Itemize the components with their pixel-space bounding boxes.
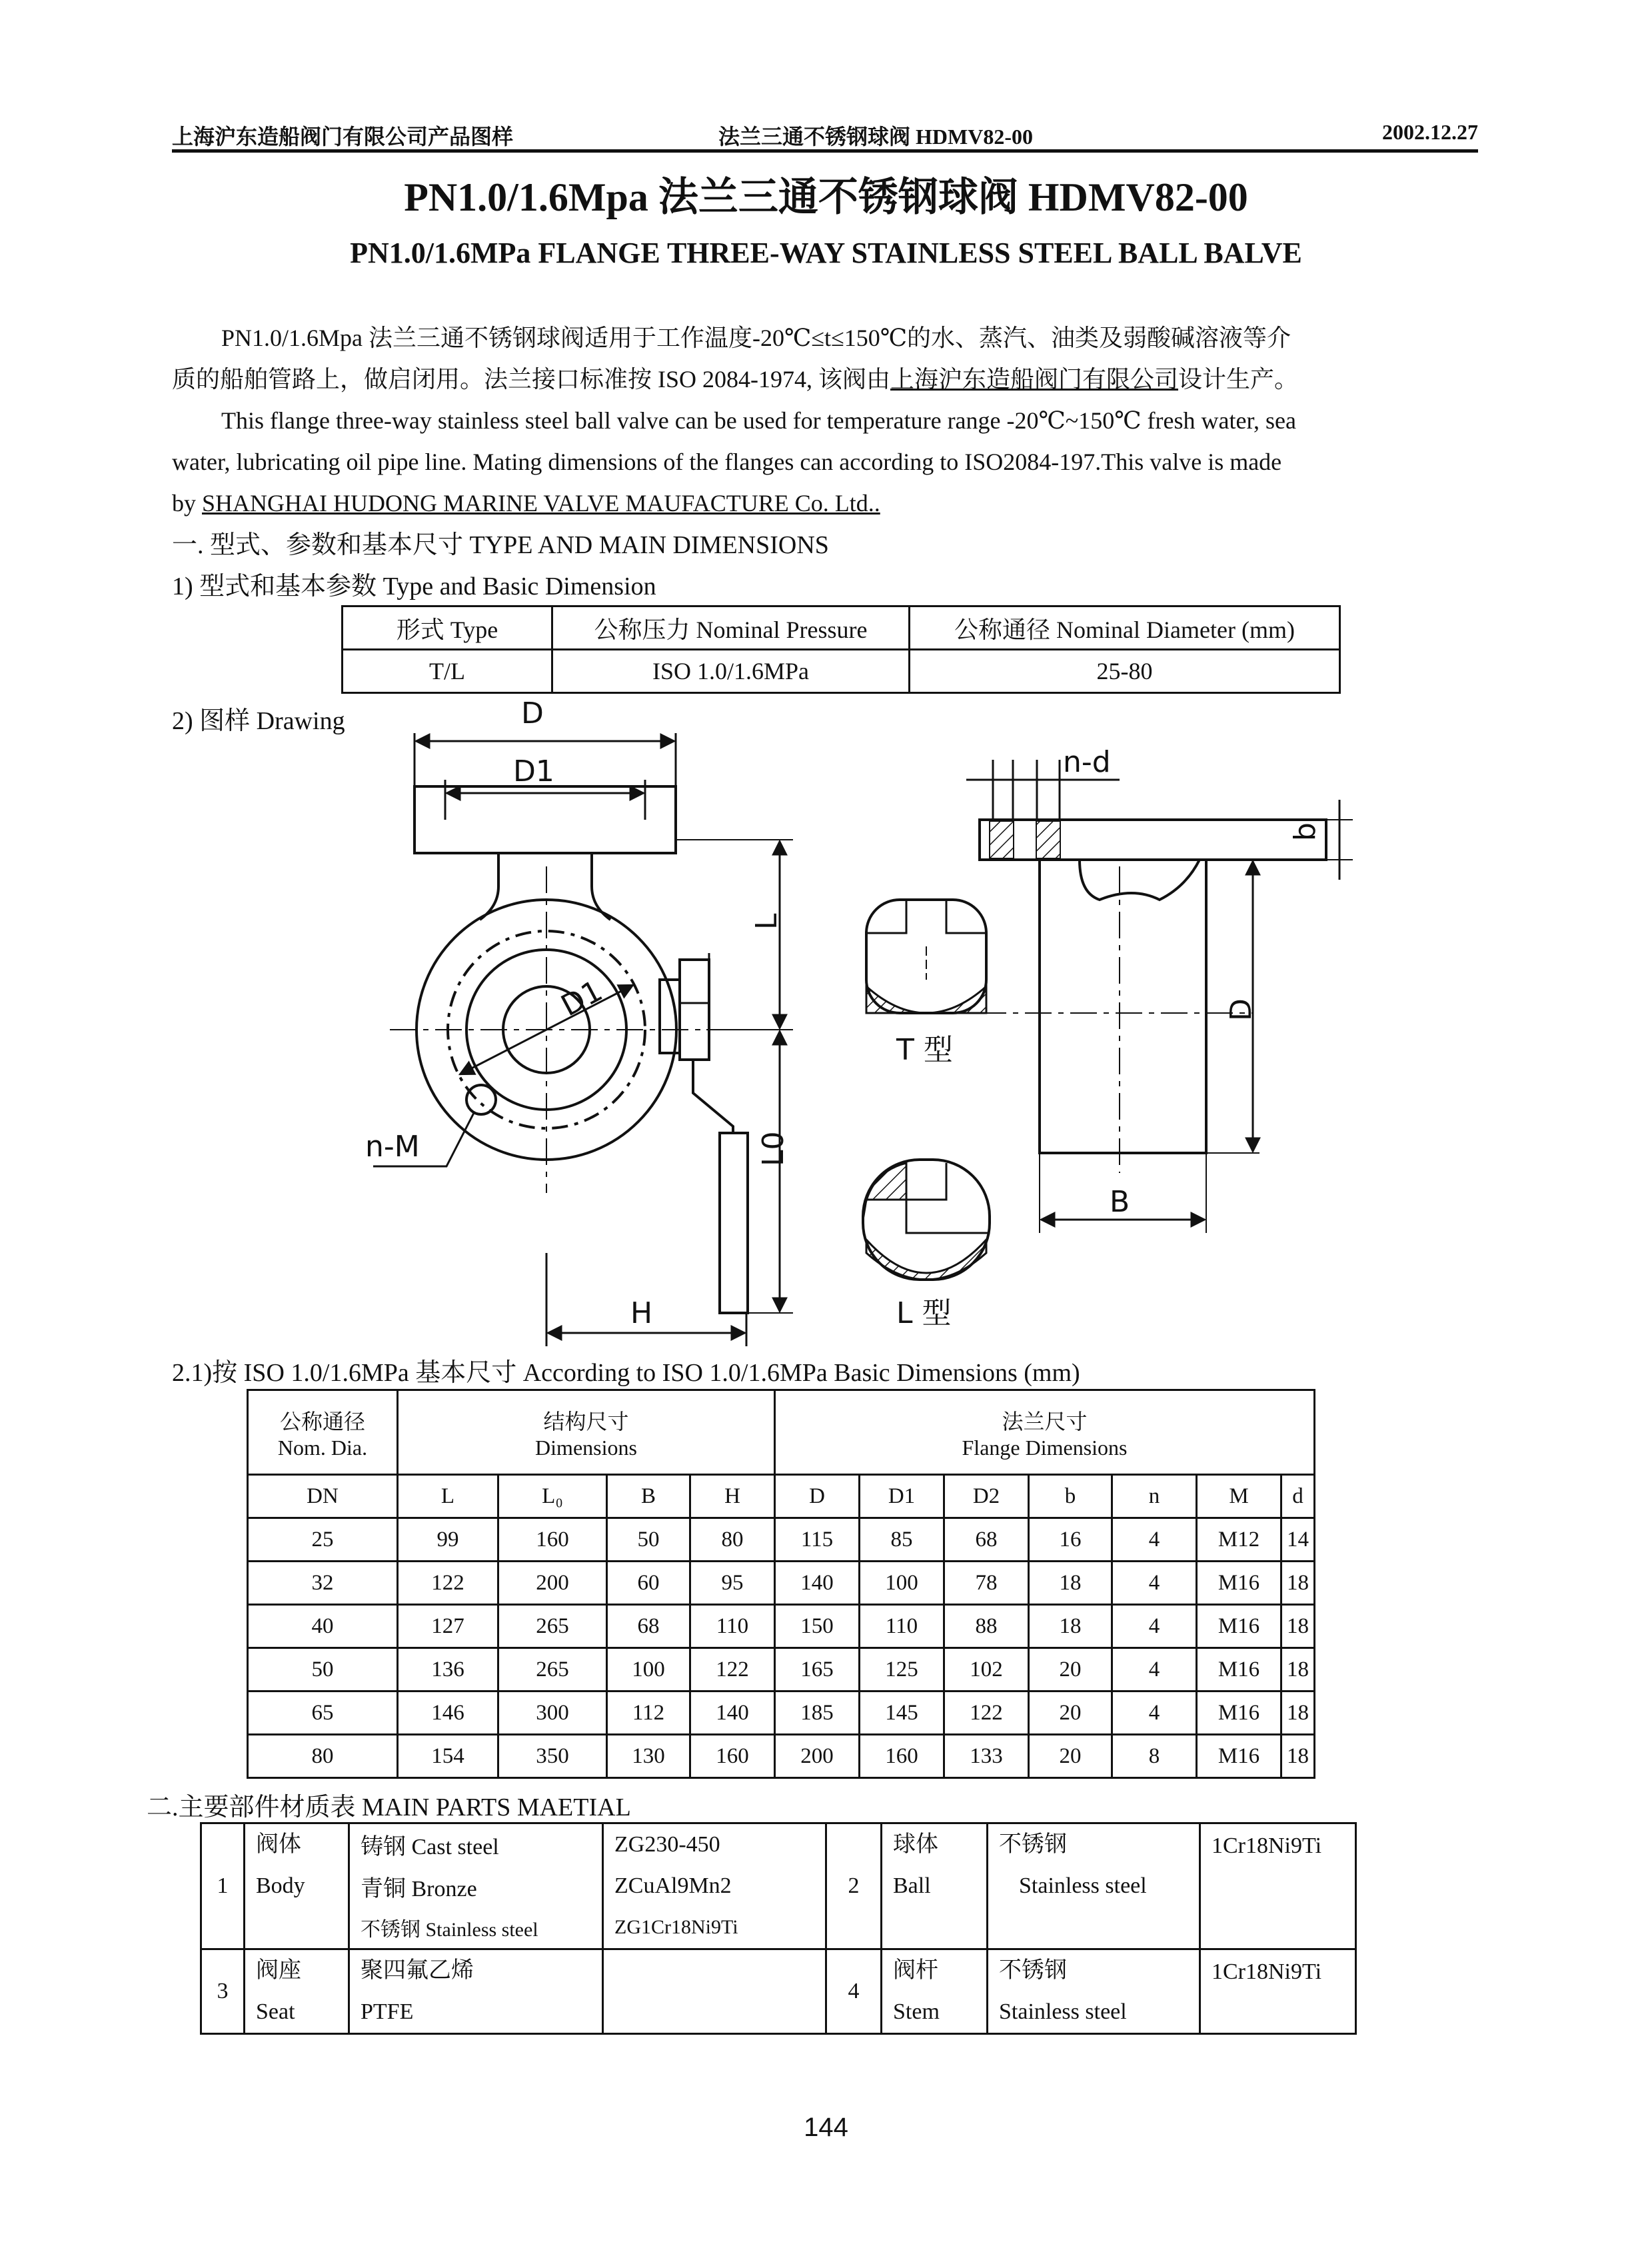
intro-en-company: SHANGHAI HUDONG MARINE VALVE MAUFACTURE Co. Ltd.. bbox=[202, 490, 880, 517]
table-cell: 136 bbox=[398, 1648, 498, 1691]
label-nM: n-M bbox=[365, 1130, 420, 1164]
table-cell: 4 bbox=[1112, 1562, 1197, 1605]
part4-name bbox=[882, 1949, 988, 2034]
table-cell: 20 bbox=[1029, 1691, 1112, 1735]
table-cell: 50 bbox=[607, 1518, 690, 1562]
table-cell: 300 bbox=[498, 1691, 607, 1735]
table-row bbox=[248, 1691, 1315, 1735]
table-cell: 112 bbox=[607, 1691, 690, 1735]
part1-no: 1 bbox=[201, 1823, 245, 1949]
label-B: B bbox=[1110, 1185, 1130, 1219]
flange-zh: 法兰尺寸 bbox=[1002, 1409, 1088, 1434]
struct-en: Dimensions bbox=[535, 1435, 637, 1460]
header-company: 上海沪东造船阀门有限公司产品图样 bbox=[172, 125, 514, 149]
header-date: 2002.12.27 bbox=[1382, 120, 1478, 144]
intro-zh-line2-text: 质的船舶管路上，做启闭用。法兰接口标准按 ISO 2084-1974, 该阀由 bbox=[172, 366, 890, 393]
label-L0: L0 bbox=[756, 1131, 790, 1166]
mat-row-2 bbox=[201, 1949, 1356, 2034]
dimensions-body bbox=[248, 1518, 1315, 1778]
label-D: D bbox=[521, 696, 544, 730]
side-body bbox=[1040, 860, 1206, 1153]
label-D-side: D bbox=[1224, 998, 1258, 1021]
label-T-type: T 型 bbox=[896, 1033, 953, 1067]
table-row bbox=[248, 1648, 1315, 1691]
part3-en: Seat bbox=[256, 1999, 295, 2024]
label-H: H bbox=[630, 1296, 653, 1330]
type-value: T/L bbox=[343, 650, 552, 693]
intro-en-line1: This flange three-way stainless steel ball valve can be used for temperature range -20℃~150℃ fresh water, sea bbox=[221, 407, 1296, 434]
table-cell: 100 bbox=[607, 1648, 690, 1691]
table-cell: 99 bbox=[398, 1518, 498, 1562]
type-header-pressure: 公称压力 Nominal Pressure bbox=[552, 606, 910, 650]
table-cell: 16 bbox=[1029, 1518, 1112, 1562]
dim-column-header bbox=[248, 1475, 1315, 1518]
table-cell: 265 bbox=[498, 1605, 607, 1648]
table-cell: 14 bbox=[1281, 1518, 1315, 1562]
part1-code2: ZCuAl9Mn2 bbox=[603, 1865, 826, 1907]
part4-no: 4 bbox=[826, 1949, 882, 2034]
materials-table bbox=[200, 1822, 1357, 2035]
table-cell: 95 bbox=[690, 1562, 775, 1605]
col-D1: D1 bbox=[860, 1475, 944, 1518]
table-cell: 68 bbox=[607, 1605, 690, 1648]
part1-mat1: 铸钢 Cast steel bbox=[349, 1823, 603, 1865]
part2-mat-en: Stainless steel bbox=[1019, 1873, 1147, 1898]
title-english: PN1.0/1.6MPa FLANGE THREE-WAY STAINLESS STEEL BALL BALVE bbox=[350, 237, 1302, 269]
intro-zh-company: 上海沪东造船阀门有限公司 bbox=[890, 366, 1179, 393]
table-cell: 100 bbox=[860, 1562, 944, 1605]
table-cell: 350 bbox=[498, 1735, 607, 1778]
table-cell: 200 bbox=[775, 1735, 860, 1778]
nom-dia-en: Nom. Dia. bbox=[277, 1435, 368, 1460]
part4-en: Stem bbox=[893, 1999, 940, 2024]
table-cell: 8 bbox=[1112, 1735, 1197, 1778]
part2-mat-zh: 不锈钢 bbox=[999, 1832, 1067, 1857]
pressure-value: ISO 1.0/1.6MPa bbox=[552, 650, 910, 693]
dimensions-table bbox=[247, 1389, 1315, 1779]
table-cell: 146 bbox=[398, 1691, 498, 1735]
col-L: L bbox=[398, 1475, 498, 1518]
table-cell: 160 bbox=[860, 1735, 944, 1778]
table-cell: 133 bbox=[944, 1735, 1029, 1778]
part2-name bbox=[882, 1823, 988, 1949]
table-cell: 145 bbox=[860, 1691, 944, 1735]
materials-heading: 二.主要部件材质表 MAIN PARTS MAETIAL bbox=[147, 1793, 631, 1821]
part1-code1: ZG230-450 bbox=[603, 1823, 826, 1865]
table-cell: 25 bbox=[248, 1518, 398, 1562]
table-cell: 85 bbox=[860, 1518, 944, 1562]
part3-name bbox=[245, 1949, 349, 2034]
col-H: H bbox=[690, 1475, 775, 1518]
section1-heading: 一. 型式、参数和基本尺寸 TYPE AND MAIN DIMENSIONS bbox=[172, 531, 829, 559]
table-cell: 65 bbox=[248, 1691, 398, 1735]
col-B: B bbox=[607, 1475, 690, 1518]
table-row bbox=[248, 1735, 1315, 1778]
type-header-diameter: 公称通径 Nominal Diameter (mm) bbox=[910, 606, 1340, 650]
table-cell: 122 bbox=[944, 1691, 1029, 1735]
table-cell: 140 bbox=[775, 1562, 860, 1605]
table-row bbox=[248, 1562, 1315, 1605]
stem-nut bbox=[680, 960, 709, 1060]
header-product: 法兰三通不锈钢球阀 HDMV82-00 bbox=[718, 125, 1033, 149]
table-cell: 110 bbox=[860, 1605, 944, 1648]
side-flange bbox=[980, 820, 1326, 860]
label-L: L bbox=[750, 913, 784, 930]
type-header-type: 形式 Type bbox=[343, 606, 552, 650]
table-row bbox=[248, 1605, 1315, 1648]
part2-no: 2 bbox=[826, 1823, 882, 1949]
table-cell: 20 bbox=[1029, 1648, 1112, 1691]
table-cell: 20 bbox=[1029, 1735, 1112, 1778]
table-cell: 160 bbox=[690, 1735, 775, 1778]
col-D2: D2 bbox=[944, 1475, 1029, 1518]
handle bbox=[720, 1133, 748, 1313]
table-cell: 185 bbox=[775, 1691, 860, 1735]
table-cell: M16 bbox=[1197, 1648, 1281, 1691]
table-cell: M12 bbox=[1197, 1518, 1281, 1562]
table-cell: 88 bbox=[944, 1605, 1029, 1648]
part3-code bbox=[603, 1949, 826, 2034]
part2-code: 1Cr18Ni9Ti bbox=[1200, 1823, 1356, 1949]
col-DN: DN bbox=[248, 1475, 398, 1518]
table-cell: 125 bbox=[860, 1648, 944, 1691]
table-cell: 4 bbox=[1112, 1518, 1197, 1562]
label-L-type: L 型 bbox=[896, 1296, 952, 1330]
part2-material bbox=[988, 1823, 1200, 1949]
part3-mat-en: PTFE bbox=[361, 1999, 414, 2024]
side-neck bbox=[1080, 860, 1200, 900]
label-D1-circle: D1 bbox=[555, 974, 608, 1024]
label-D1: D1 bbox=[513, 754, 554, 788]
table-cell: 80 bbox=[690, 1518, 775, 1562]
table-cell: 68 bbox=[944, 1518, 1029, 1562]
table-cell: 40 bbox=[248, 1605, 398, 1648]
label-nd: n-d bbox=[1063, 745, 1111, 779]
table-cell: 32 bbox=[248, 1562, 398, 1605]
part4-mat-en: Stainless steel bbox=[999, 1999, 1127, 2024]
part1-name bbox=[245, 1823, 349, 1949]
table-cell: 18 bbox=[1281, 1691, 1315, 1735]
table-cell: 4 bbox=[1112, 1648, 1197, 1691]
table-cell: 265 bbox=[498, 1648, 607, 1691]
table-cell: M16 bbox=[1197, 1735, 1281, 1778]
table-cell: M16 bbox=[1197, 1562, 1281, 1605]
struct-zh: 结构尺寸 bbox=[543, 1409, 629, 1434]
col-d: d bbox=[1281, 1475, 1315, 1518]
diameter-value: 25-80 bbox=[910, 650, 1340, 693]
part4-zh: 阀杆 bbox=[893, 1958, 938, 1983]
table-cell: 115 bbox=[775, 1518, 860, 1562]
table-cell: 122 bbox=[398, 1562, 498, 1605]
nom-dia-zh: 公称通径 bbox=[279, 1409, 365, 1434]
col-L0: L₀ bbox=[498, 1475, 607, 1518]
part3-material bbox=[349, 1949, 603, 2034]
part1-en: Body bbox=[256, 1873, 305, 1898]
table-cell: 130 bbox=[607, 1735, 690, 1778]
table-cell: 110 bbox=[690, 1605, 775, 1648]
table-cell: 160 bbox=[498, 1518, 607, 1562]
part1-mat3: 不锈钢 Stainless steel bbox=[349, 1907, 603, 1949]
table-cell: 150 bbox=[775, 1605, 860, 1648]
table-cell: 18 bbox=[1281, 1735, 1315, 1778]
table-cell: 50 bbox=[248, 1648, 398, 1691]
table-cell: 122 bbox=[690, 1648, 775, 1691]
table-cell: 140 bbox=[690, 1691, 775, 1735]
t-type-ball bbox=[866, 900, 986, 1013]
table-cell: 18 bbox=[1281, 1562, 1315, 1605]
bolt-hole bbox=[466, 1085, 496, 1114]
part4-material bbox=[988, 1949, 1200, 2034]
table-cell: 18 bbox=[1281, 1648, 1315, 1691]
col-n: n bbox=[1112, 1475, 1197, 1518]
part1-zh: 阀体 bbox=[256, 1832, 301, 1857]
table-cell: 78 bbox=[944, 1562, 1029, 1605]
table-cell: 127 bbox=[398, 1605, 498, 1648]
part2-en: Ball bbox=[893, 1873, 931, 1898]
mat-row-1a bbox=[201, 1823, 1356, 1865]
part3-zh: 阀座 bbox=[256, 1958, 301, 1983]
col-b: b bbox=[1029, 1475, 1112, 1518]
table-cell: M16 bbox=[1197, 1691, 1281, 1735]
table-cell: M16 bbox=[1197, 1605, 1281, 1648]
dimensions-caption: 2.1)按 ISO 1.0/1.6MPa 基本尺寸 According to ISO 1.0/1.6MPa Basic Dimensions (mm) bbox=[172, 1359, 1080, 1387]
table-cell: 18 bbox=[1029, 1562, 1112, 1605]
intro-zh-line1: PN1.0/1.6Mpa 法兰三通不锈钢球阀适用于工作温度-20℃≤t≤150℃的水、蒸汽、油类及弱酸碱溶液等介 bbox=[221, 325, 1291, 351]
table-cell: 165 bbox=[775, 1648, 860, 1691]
table-cell: 60 bbox=[607, 1562, 690, 1605]
table-cell: 154 bbox=[398, 1735, 498, 1778]
intro-zh-line2-end: 设计生产。 bbox=[1178, 366, 1299, 393]
part4-mat-zh: 不锈钢 bbox=[999, 1958, 1067, 1983]
part1-mat2: 青铜 Bronze bbox=[349, 1865, 603, 1907]
table-cell: 4 bbox=[1112, 1691, 1197, 1735]
struct-header bbox=[398, 1390, 775, 1475]
table-row bbox=[248, 1518, 1315, 1562]
table-cell: 4 bbox=[1112, 1605, 1197, 1648]
label-b: b bbox=[1288, 822, 1322, 841]
table-cell: 18 bbox=[1281, 1605, 1315, 1648]
part3-no: 3 bbox=[201, 1949, 245, 2034]
flange-en: Flange Dimensions bbox=[962, 1435, 1128, 1460]
part4-code: 1Cr18Ni9Ti bbox=[1200, 1949, 1356, 2034]
col-M: M bbox=[1197, 1475, 1281, 1518]
page-number: 144 bbox=[804, 2113, 848, 2142]
part3-mat-zh: 聚四氟乙烯 bbox=[361, 1958, 474, 1983]
col-D: D bbox=[775, 1475, 860, 1518]
table-cell: 80 bbox=[248, 1735, 398, 1778]
section1-sub1: 1) 型式和基本参数 Type and Basic Dimension bbox=[172, 572, 656, 600]
handle-bend bbox=[693, 1060, 733, 1133]
nom-dia-header bbox=[248, 1390, 398, 1475]
intro-en-line3-text: by bbox=[172, 490, 202, 517]
flange-header bbox=[775, 1390, 1315, 1475]
table-cell: 18 bbox=[1029, 1605, 1112, 1648]
title-chinese: PN1.0/1.6Mpa 法兰三通不锈钢球阀 HDMV82-00 bbox=[404, 175, 1248, 219]
part1-code3: ZG1Cr18Ni9Ti bbox=[603, 1907, 826, 1949]
table-cell: 102 bbox=[944, 1648, 1029, 1691]
table-cell: 200 bbox=[498, 1562, 607, 1605]
part2-zh: 球体 bbox=[893, 1832, 938, 1857]
section1-sub2: 2) 图样 Drawing bbox=[172, 707, 345, 735]
top-flange bbox=[414, 786, 676, 853]
intro-en-line2: water, lubricating oil pipe line. Mating dimensions of the flanges can according to ISO2084-197.This valve is made bbox=[172, 449, 1282, 475]
